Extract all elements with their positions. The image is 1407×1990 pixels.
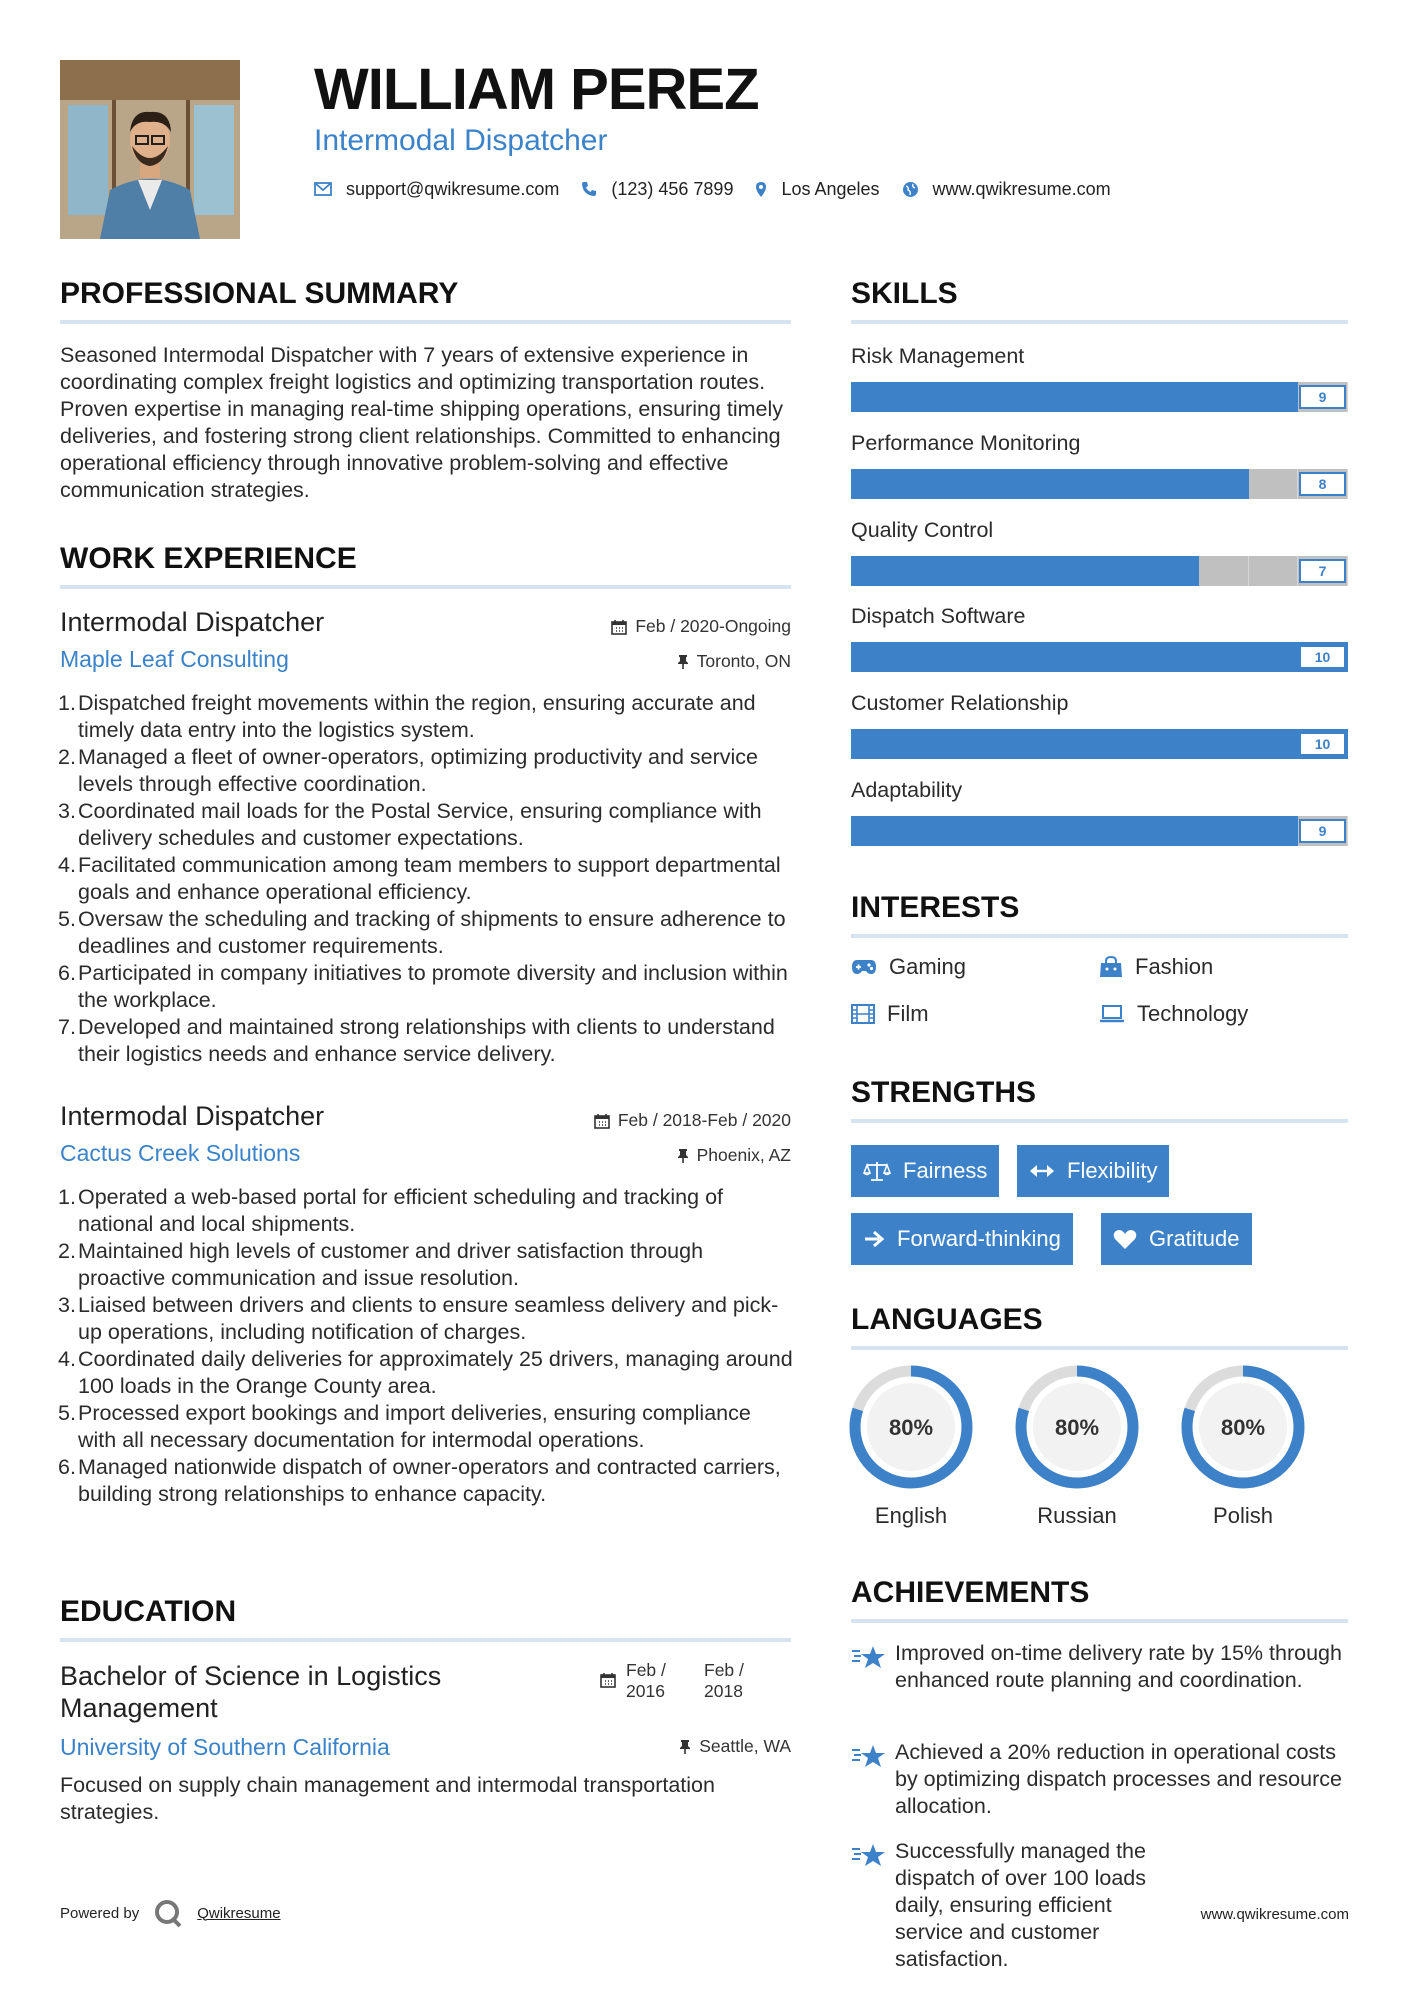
skills-divider (851, 320, 1348, 324)
balance-scale-icon (863, 1160, 891, 1182)
skill-score: 7 (1299, 559, 1346, 583)
language-name: English (874, 1503, 948, 1528)
film-icon (851, 1004, 875, 1024)
edu-location (679, 1736, 791, 1757)
list-item: 1. Operated a web-based portal for efficient scheduling and tracking of national and local shipments. (58, 1185, 723, 1236)
strength-label: Gratitude (1149, 1226, 1240, 1251)
edu-end-month: Feb / (704, 1660, 744, 1680)
shopping-bag-icon (1099, 956, 1123, 978)
achievement-item (851, 1640, 1351, 1694)
footer-powered-by (60, 1898, 281, 1928)
strength-chip (851, 1145, 999, 1197)
map-pin-icon (755, 181, 767, 198)
skill-score: 10 (1299, 732, 1346, 756)
skill-score: 10 (1299, 645, 1346, 669)
list-item: 1. Dispatched freight movements within the region, ensuring accurate and timely data entry into the logistics system. (58, 691, 756, 742)
school-name: University of Southern California (60, 1734, 390, 1760)
job-company: Cactus Creek Solutions (60, 1140, 301, 1166)
interest-film (851, 1001, 929, 1027)
experience-divider (60, 585, 791, 589)
job-date-text: Feb / 2020-Ongoing (635, 616, 791, 636)
skill-label: Adaptability (851, 778, 963, 802)
edu-location-text: Seattle, WA (699, 1736, 791, 1756)
job-location-text: Phoenix, AZ (696, 1145, 791, 1165)
thumbtack-icon (677, 1148, 689, 1164)
language-percent: 80% (1054, 1415, 1100, 1440)
globe-icon (902, 181, 919, 198)
list-item: 7. Developed and maintained strong relationships with clients to understand their logistics needs and enhance service delivery. (58, 1015, 775, 1066)
interest-technology (1099, 1001, 1248, 1027)
location-text: Los Angeles (781, 178, 880, 199)
edu-description: Focused on supply chain management and intermodal transportation strategies. (60, 1773, 715, 1824)
job-company: Maple Leaf Consulting (60, 646, 289, 672)
experience-heading: WORK EXPERIENCE (60, 542, 357, 575)
candidate-role: Intermodal Dispatcher (314, 124, 608, 157)
contact-website[interactable] (902, 179, 1111, 200)
language-ring (1181, 1365, 1305, 1489)
skill-score: 9 (1299, 819, 1346, 843)
brand-link[interactable]: Qwikresume (197, 1904, 281, 1922)
calendar-icon (600, 1672, 616, 1688)
candidate-name: WILLIAM PEREZ (314, 57, 759, 122)
contact-phone[interactable] (581, 179, 733, 200)
email-text: support@qwikresume.com (346, 178, 560, 199)
website-text: www.qwikresume.com (932, 178, 1111, 199)
interest-gaming (851, 954, 966, 980)
edu-end-date (704, 1660, 744, 1702)
skill-bar (851, 729, 1348, 759)
language-item (1015, 1365, 1139, 1530)
language-name: Russian (1037, 1503, 1117, 1528)
summary-text: Seasoned Intermodal Dispatcher with 7 years of extensive experience in coordinating complex freight logistics and optimizing transportation routes. Proven expertise in managing real-time shipping operations, ensuring timely deliveries, and fostering strong client relationships. Committed to enhancing operational efficiency through innovative problem-solving and effective communication strategies. (60, 343, 784, 502)
powered-by-text: Powered by (60, 1904, 140, 1922)
envelope-icon (314, 182, 332, 196)
achievement-text: Improved on-time delivery rate by 15% through enhanced route planning and coordination. (895, 1641, 1342, 1692)
list-item: 4. Coordinated daily deliveries for approximately 25 drivers, managing around 100 loads in the Orange County area. (58, 1347, 793, 1398)
interests-divider (851, 934, 1348, 938)
languages-heading: LANGUAGES (851, 1303, 1043, 1336)
skill-fill (851, 729, 1348, 759)
shooting-star-icon (851, 1741, 887, 1771)
skill-fill (851, 556, 1199, 586)
job-date-text: Feb / 2018-Feb / 2020 (617, 1110, 791, 1130)
summary-heading: PROFESSIONAL SUMMARY (60, 277, 459, 310)
summary-divider (60, 320, 791, 324)
achievement-item (851, 1838, 1181, 1973)
list-item: 5. Oversaw the scheduling and tracking of shipments to ensure adherence to deadlines and customer requirements. (58, 907, 786, 958)
list-item: 6. Participated in company initiatives to promote diversity and inclusion within the workplace. (58, 961, 788, 1012)
calendar-icon (594, 1113, 610, 1129)
job-location-text: Toronto, ON (696, 651, 791, 671)
thumbtack-icon (677, 654, 689, 670)
strength-label: Fairness (903, 1158, 988, 1183)
skills-heading: SKILLS (851, 277, 958, 310)
achievement-text: Achieved a 20% reduction in operational costs by optimizing dispatch processes and resource allocation. (895, 1740, 1342, 1818)
skill-bar (851, 642, 1348, 672)
language-item (849, 1365, 973, 1530)
list-item: 2. Managed a fleet of owner-operators, optimizing productivity and service levels through effective coordination. (58, 745, 758, 796)
job-bullets (60, 690, 795, 1068)
language-item (1181, 1365, 1305, 1530)
language-percent: 80% (888, 1415, 934, 1440)
skill-label: Quality Control (851, 518, 994, 542)
edu-start-year: 2016 (626, 1681, 665, 1701)
skill-bar (851, 469, 1348, 499)
list-item: 4. Facilitated communication among team members to support departmental goals and enhance operational efficiency. (58, 853, 781, 904)
interest-label: Gaming (889, 954, 967, 979)
strength-label: Forward-thinking (897, 1226, 1061, 1251)
language-percent: 80% (1220, 1415, 1266, 1440)
languages-divider (851, 1346, 1348, 1350)
strength-label: Flexibility (1067, 1158, 1158, 1183)
gamepad-icon (851, 959, 877, 975)
list-item: 3. Coordinated mail loads for the Postal Service, ensuring compliance with delivery schedules and customer expectations. (58, 799, 762, 850)
skill-bar (851, 556, 1348, 586)
job-date (611, 616, 791, 637)
double-arrow-icon (1029, 1164, 1055, 1178)
contact-bar (314, 176, 1133, 202)
skill-label: Risk Management (851, 344, 1025, 368)
arrow-right-icon (863, 1229, 885, 1249)
list-item: 5. Processed export bookings and import deliveries, ensuring compliance with all necessary documentation for intermodal operations. (58, 1401, 751, 1452)
language-name: Polish (1213, 1503, 1273, 1528)
achievement-item (851, 1739, 1351, 1820)
language-ring (849, 1365, 973, 1489)
edu-start-month: Feb / (626, 1660, 666, 1680)
contact-email[interactable] (314, 179, 559, 200)
heart-icon (1113, 1229, 1137, 1250)
interest-label: Fashion (1135, 954, 1214, 979)
skill-label: Dispatch Software (851, 604, 1026, 628)
language-ring (1015, 1365, 1139, 1489)
interests-heading: INTERESTS (851, 891, 1020, 924)
strengths-divider (851, 1119, 1348, 1123)
skill-bar (851, 382, 1348, 412)
education-heading: EDUCATION (60, 1595, 237, 1628)
contact-location (755, 179, 879, 200)
strength-chip (1017, 1145, 1169, 1197)
interest-label: Technology (1137, 1001, 1249, 1026)
job-title: Intermodal Dispatcher (60, 607, 325, 637)
interest-fashion (1099, 954, 1213, 980)
profile-photo (60, 60, 240, 239)
laptop-icon (1099, 1005, 1125, 1023)
edu-end-year: 2018 (704, 1681, 743, 1701)
skill-label: Performance Monitoring (851, 431, 1081, 455)
achievement-text: Successfully managed the dispatch of over 100 loads daily, ensuring efficient service and customer satisfaction. (895, 1839, 1146, 1971)
shooting-star-icon (851, 1642, 887, 1672)
skill-fill (851, 816, 1298, 846)
list-item: 2. Maintained high levels of customer and driver satisfaction through proactive communication and issue resolution. (58, 1239, 704, 1290)
interest-label: Film (887, 1001, 929, 1026)
achievements-heading: ACHIEVEMENTS (851, 1576, 1090, 1609)
phone-text: (123) 456 7899 (611, 178, 734, 199)
job-date (594, 1110, 791, 1131)
list-item: 3. Liaised between drivers and clients to ensure seamless delivery and pick-up operations, including notification of charges. (58, 1293, 779, 1344)
job-bullets (60, 1184, 795, 1508)
shooting-star-icon (851, 1840, 887, 1870)
phone-icon (581, 181, 597, 197)
education-divider (60, 1638, 791, 1642)
calendar-icon (611, 619, 627, 635)
list-item: 6. Managed nationwide dispatch of owner-operators and contracted carriers, building strong relationships to enhance capacity. (58, 1455, 781, 1506)
skill-score: 9 (1299, 385, 1346, 409)
qwikresume-logo-icon (153, 1898, 183, 1928)
strength-chip (851, 1213, 1073, 1265)
job-title: Intermodal Dispatcher (60, 1101, 325, 1131)
degree-title: Bachelor of Science in Logistics Management (60, 1661, 442, 1723)
skill-bar (851, 816, 1348, 846)
skill-label: Customer Relationship (851, 691, 1069, 715)
job-location (677, 1145, 791, 1166)
footer-site-link[interactable]: www.qwikresume.com (1200, 1906, 1349, 1923)
skill-fill (851, 469, 1249, 499)
achievements-divider (851, 1619, 1348, 1623)
job-location (677, 651, 791, 672)
strengths-heading: STRENGTHS (851, 1076, 1037, 1109)
skill-fill (851, 382, 1298, 412)
skill-score: 8 (1299, 472, 1346, 496)
edu-start-date (626, 1660, 666, 1702)
skill-fill (851, 642, 1348, 672)
strength-chip (1101, 1213, 1252, 1265)
thumbtack-icon (679, 1739, 691, 1755)
